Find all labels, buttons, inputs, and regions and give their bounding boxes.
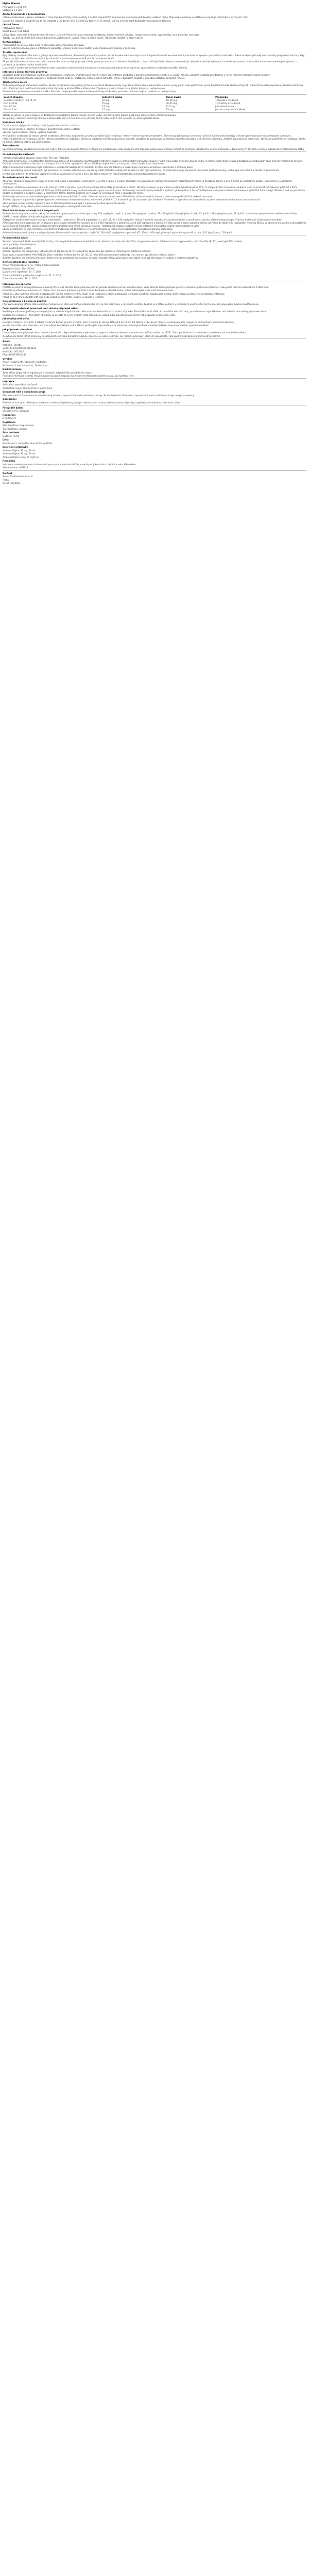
section-heading: Předklinické údaje vztahující se k bezpečnosti [3,209,59,212]
paragraph: Zlepšení mukociliární clearance bylo prokázáno v klinicko-farmakologických studiích. Zvýšení sekrece tekutiny a mukociliární clearance usnadňuje vykašlávání a zmírňuje kašel. [3,165,193,168]
paragraph: Souběžné podávání ambroxolu s antibiotiky (amoxicilin, cefuroxim, erythromycin) vede k vyšším koncentracím antibiotik v bronchopulmonálním sekretu a ve sputu. Klinicky významné nežádoucí interakce s jinými léčivými přípravky nebyly hlášeny. [3,73,270,76]
paragraph: Mylan Hungary Kft., Komárom, Maďarsko [3,361,47,364]
section-heading: Interakce [3,380,14,383]
paragraph: Přečtěte si pozorně celou příbalovou informaci dříve, než začnete tento přípravek užívat, protože obsahuje pro Vás důležité údaje. Vždy užívejte tento přípravek přesně v souladu s příbalovou informací nebo podle pokynů svého lékaře či lékárníka. [3,286,269,289]
paragraph: Zvláštní populace: u pacientů s jaterní dysfunkcí je eliminace ambroxolu snížena, což vede k přibližně 1,3–2násobně vyšším plazmatickým hladinám. Vzhledem k vysokému terapeutickému rozmezí ambroxolu není úprava dávkování nutná. [3,198,261,201]
paragraph: Dospělí a mladiství od 14 let: 1 tableta 3x denně během prvních 2–3 dnů, poté 1 tableta 2x denně. Děti od 6 do 14 let: 1/2 tablety 2–3x denně. Tablety se užívají po jídle, zapíjejí se dostatečným množstvím tekutiny. [3,320,234,324]
table-cell: 1/2 tablety 2–3x denně [215,102,241,105]
section-divider [3,378,306,379]
section-divider [3,151,306,152]
table-cell: Děti do 2 let [4,108,17,111]
table-cell: 7,5 mg [101,105,110,108]
section-heading: Registrace [3,420,16,423]
section-heading: Jak přípravek uchovávat [3,328,32,331]
paragraph: Stav registrace: registrovaný [3,424,34,427]
table-row [3,108,306,111]
paragraph: Čtyřtýdenní studie intravenózní toxicity s ambroxolem u potkanů (4, 16 a 64 mg/kg/den) a u psů (45, 90 a 120 mg/kg/den (infuze 3 h/den)) neprokázaly závažnou lokální a systémovou toxicitu včetně histopatologie. Všechny nežádoucí účinky byly reverzibilní. [3,218,282,221]
table-cell: 15 mg [166,108,173,111]
dosage-table [3,96,306,111]
paragraph: Upozornění a opatření: Před užitím přípravku se poraďte se svým lékařem nebo lékárníkem, pokud máte poruchu funkce ledvin nebo závažné onemocnění jater. [3,313,176,316]
paragraph: Potahované tablety [3,26,24,29]
table-cell: 22,5 mg [166,105,175,108]
paragraph: Zvláštní opatření pro uchovávání: uchovávejte při teplotě do 25 °C v původním obalu, aby byl přípravek chráněn před světlem a vlhkostí. [3,250,151,253]
table-cell: 60–90 mg [166,98,177,101]
table-cell: Děti 2–5 let [4,105,16,108]
table-cell: 1 tableta 2–3x denně [215,98,238,101]
section-heading: Léková forma [3,23,20,26]
section-heading: Další informace [3,368,22,371]
paragraph: Není známo: anafylaktické reakce včetně anafylaktického šoku, angioedém, pruritus, závažné kožní nežádoucí reakce (včetně erythema multiforme, Stevensova-Johnsonova syndromu / toxické epidermální nekrolýzy a akutní generalizované exantematózní pustulózy). [3,134,291,137]
paragraph: Zvláštní opatření pro likvidaci přípravku: žádné zvláštní požadavky na likvidaci. Veškerý nepoužitý léčivý přípravek nebo odpad musí být zlikvidován v souladu s místními požadavky. [3,257,199,260]
paragraph: Česká republika [3,482,20,485]
paragraph: Složení: 1 x 1 Sklo [3,9,23,12]
paragraph: Mylan Pharmaceuticals s.r.o., Praha, Česká republika [3,264,60,267]
paragraph: Obrázek není k dispozici. [3,410,30,413]
paragraph: U pacientů s oslabeným kašlacím reflexem nebo s poruchou mukociliárního transportu je nutno podávat přípravek se zvýšenou opatrností pro možnost hromadění sekretu. [3,66,188,70]
paragraph: Podrobné informace o tomto léčivém přípravku jsou k dispozici na webových stránkách Státního ústavu pro kontrolu léčiv. [3,375,134,378]
paragraph: Ambroxol Mylan 30 mg, 50 tbl. [3,452,36,455]
paragraph: Neužívejte přípravek, jestliže jste alergický(á) na ambroxol-hydrochlorid nebo na kteroukoli další složku tohoto přípravku. Pokud Vám lékař sdělil, že nesnášíte některé cukry, poraďte se se svým lékařem, než začnete tento léčivý přípravek užívat. [3,310,268,313]
table-header-cell: Věková skupina [4,95,23,98]
section-divider [3,470,306,471]
table-header-cell: Denní dávka [166,95,181,98]
section-heading: Interakce s jinými léčivými přípravky [3,70,48,73]
paragraph: Méně časté: zvracení, průjem, dyspepsie, bolest břicha, sucho v ústech. [3,127,81,130]
paragraph: Tablety jsou bílé až téměř bílé, kulaté, bikonvexní, potahované, s půlicí rýhou na jedné straně. Tabletu lze rozdělit na stejné dávky. [3,37,144,40]
paragraph: Praha [3,478,9,481]
paragraph: Seznam pomocných látek: monohydrát laktózy, mikrokrystalická celulóza, kukuřičný škrob, koloidní bezvodý oxid křemičitý, magnesium-stearát. Potahová vrstva: hypromelóza, oxid titaničitý (E171), makrogol 400, mastek. [3,240,243,243]
table-header-cell: Jednotlivá dávka [101,95,123,98]
table-cell: jiná léková forma [215,105,234,108]
paragraph: Nevyhazujte žádné léčivé přípravky do odpadních vod nebo domácího odpadu. Zeptejte se svého lékárníka, jak naložit s přípravky, které již nepoužíváte. Tato opatření pomáhají chránit životní prostředí. [3,334,221,337]
paragraph: Datum první registrace: 14. 7. 2004 [3,270,42,274]
paragraph: Doba použitelnosti: 3 roky. [3,246,31,249]
paragraph: Léčba je indikována u akutní, subakutní a chronické bronchitidy, bronchiolitidy a dalších respiračních onemocnění doprovázených tvorbou vazkého hlenu. Přípravek usnadňuje vykašlávání a zlepšuje průchodnost dýchacích cest. [3,16,248,19]
paragraph: Časté: nauzea, dysgeuzie (změny chuti), hypestezie v ústech a v hltanu. [3,124,81,127]
paragraph: Přípravek: 1 x 100 mg [3,5,27,8]
section-divider [3,94,306,95]
paragraph: Při poruše funkce ledvin nebo závažném onemocnění jater smí být přípravek užíván pouze po konzultaci s lékařem. Stejně jako u jiných léčivých látek, které se metabolizují v játrech a vylučují ledvinami, lze očekávat kumulaci metabolitů ambroxolu vytvořených v játrech u pacientů se závažnou renální insuficiencí. [3,60,297,66]
paragraph: Přecitlivělost na léčivou látku nebo na kteroukoli pomocnou látku přípravku. [3,44,85,46]
paragraph: Vzácné dědičné poruchy, jako je intolerance galaktózy, vrozený nedostatek laktázy nebo malabsorpce glukózy a galaktózy. [3,47,136,50]
section-heading: Těhotenství a kojení [3,80,27,83]
section-heading: Zvláštní upozornění [3,50,27,54]
paragraph: Ambroxol nevykazoval žádný tumorigenní potenciál ve studiích kancerogenity u myší (50, 200 a 800 mg/kg/den) a potkanů (65, 250 a 1 000 mg/kg/den) při podávání v potravě po dobu 105 týdnů, resp. 116 týdnů. [3,231,233,234]
paragraph: Hlášení podezření na nežádoucí účinky: Hlášení podezření na nežádoucí účinky po registraci léčivého přípravku je důležité. Umožňuje to pokračovat ve sledování poměru přínosů a rizik léčivého přípravku. Žádáme zdravotnické pracovníky, aby hlásili podezření na nežádoucí účinky na adresu Státního ústavu pro kontrolu léčiv. [3,138,306,143]
paragraph: Aktualizováno: 05/2021 [3,466,28,469]
paragraph: Ambroxol je eliminován s terminálním poločasem eliminace přibližně 10 hodin. Celková clearance je v rozmezí 660 ml/min, přičemž renální clearance představuje přibližně 8 % celkové clearance. [3,195,213,198]
paragraph: Datum posledního prodloužení registrace: 22. 1. 2014 [3,274,61,277]
section-heading: Nežádoucí účinky [3,121,24,124]
paragraph: Ponechte si příbalovou informaci pro případ, že si ji budete potřebovat přečíst znovu. Požádejte svého lékárníka, pokud potřebujete další informace nebo radu. [3,289,174,292]
paragraph: Ambroxol nebyl embryotoxický ani teratogenní při testování perorálními dávkami až do 3 000 mg/kg/den u potkanů a až do 200 mg/kg/den u králíků. Fertilita samců a samic potkanů nebyla ovlivněna do dávky 500 mg/kg/den. Hodnota NOAEL ve studii perinatálního a postnatálního vývoje byla 50 mg/kg/den. Dávka ambroxolu 500 mg/kg/den byla mírně toxická pro matky i mláďata, jak ukázalo opožděné zvýšení tělesné hmotnosti a snížení počtu mláďat ve vrhu. [3,222,306,227]
section-heading: Předávkování [3,144,20,147]
paragraph: 0 hodnocení [3,417,16,420]
paragraph: Byly hlášeny závažné kožní reakce, jako je erythema multiforme, Stevensův-Johnsonův syndrom, toxická epidermální nekrolýza a akutní generalizovaná exantematózní pustulóza ve spojení s podáváním ambroxolu. Pokud se objeví příznaky nebo známky progresivní kožní vyrážky, často s puchýři nebo slizničními lézemi, je nutné léčbu ambroxolem okamžitě ukončit a vyhledat lékaře. [3,54,305,60]
table-cell: 15 mg [101,102,109,105]
paragraph: Mylan Pharmaceuticals s.r.o. [3,475,33,478]
section-divider [3,338,306,339]
paragraph: Vzácné: hypersenzitivní reakce, vyrážka, kopřivka. [3,131,58,134]
document-body [0,0,309,487]
section-heading: Cena [3,438,9,442]
section-heading: Poznámka [3,460,15,463]
paragraph: Ambroxol Mylan 30 mg, 20 tbl. [3,449,36,452]
paragraph: Pokud se u Vás vyskytne kterýkoli z nežádoucích účinků, sdělte to svému lékaři nebo lékárníkovi. Stejně postupujte v případě jakýchkoli nežádoucích účinků, které nejsou uvedeny v této příbalové informaci. [3,292,225,295]
section-heading: Upozornění [3,398,16,401]
paragraph: Přípravek obsahuje léčivou látku ambroxol-hydrochlorid, která usnadňuje odkašlávání tím, že ředí vazký hlen v dýchacích cestách. Používá se k léčbě akutních a chronických onemocnění dýchacích cest spojených s tvorbou hustého hlenu. [3,303,260,306]
paragraph: Pacienti se vzácnými dědičnými problémy s intolerancí galaktózy, úplným nedostatkem laktázy nebo malabsorpcí glukózy a galaktózy nemají tento přípravek užívat. [3,401,181,404]
paragraph: Obsah balení: 100 tablet [3,30,29,33]
section-heading: Balení [3,340,10,343]
paragraph: In vitro bylo zjištěno, že ambroxol významně snižuje uvolňování cytokinů z krve, ale také z tkáňových mononukleárních a polymorfonukleárních buněk. [3,172,166,175]
section-heading: Hodnocení [3,413,15,416]
section-heading: Držitel rozhodnutí o registraci [3,260,40,263]
section-heading: Stav dodávek [3,431,20,434]
paragraph: Dávkování: dospělí a mladiství od 14 let 1 tableta 2–3x denně; děti 6–14 let 1/2 tablety 2–3x denně. Tabletu je třeba zapít dostatečným množstvím tekutiny. [3,19,171,22]
paragraph: Distribuce: distribuce ambroxolu z krve do tkání je rychlá a výrazná, nejvyšší koncentrace léčivé látky je dosaženo v plicích. Distribuční objem po perorálním podání byl odhadnut na 552 l. V terapeutickém rozmezí se ambroxol váže na plazmatické bílkoviny přibližně z 90 %. [3,185,298,189]
paragraph: Věk a pohlaví nemají klinicky významný vliv na farmakokinetiku ambroxolu, a proto není nutná úprava dávkování. [3,201,126,205]
paragraph: Registrační číslo: 52/412/04-C [3,267,35,270]
paragraph: Datum revize textu: 18. 5. 2021 [3,277,38,280]
section-heading: Co je přípravek a k čemu se používá [3,299,47,302]
paragraph: Biotransformace a eliminace: přibližně 30 % perorálně podané dávky je eliminováno first-pass metabolismem. Ambroxol je metabolizován především v játrech glukuronidací a částečně štěpením na kyselinu dibromanthranilovou (přibližně 10 % dávky). Během 3 dnů po perorálním podání se přibližně 6 % dávky vyloučí v nezměněné formě, zatímco přibližně 26 % dávky je vylučováno močí v konjugované formě. [3,189,305,195]
section-heading: Schopnost řídit a obsluhovat stroje [3,391,46,394]
section-heading: Fotografie balení [3,406,24,409]
paragraph: Studie genotoxicity in vitro (Amesův test a test chromozomových aberací) a in vivo (mikronukleový test u myši) neprokázaly mutagenní potenciál ambroxolu. [3,228,173,231]
paragraph: Pokud se do 5 dnů nebudete cítit lépe nebo pokud se Vám přitíží, musíte se poradit s lékařem. [3,296,105,299]
paragraph: Léčivá látka: ambroxoli hydrochloridum 30 mg v 1 tabletě. Pomocné látky: monohydrát laktózy, mikrokrystalická celulóza, magnesium-stearát, hypromelóza, oxid titaničitý, makrogol. [3,33,200,36]
paragraph: Farmakoterapeutická skupina: mukolytika. ATC kód: R05CB06. [3,156,70,159]
paragraph: Tablety se užívají po jídle a zapíjejí se dostatečným množstvím tekutiny (např. sklenicí vody). Zvýšený příjem tekutin podporuje sekretolytický účinek ambroxolu. [3,113,177,116]
paragraph: Krabička: 100 tbl. [3,343,22,346]
paragraph: Informace uvedené na této stránce slouží pouze pro informativní účely a nenahrazují konzultaci s lékařem nebo lékárníkem. [3,463,136,466]
paragraph: Ambroxol se vylučuje do mateřského mléka. Přestože u kojených dětí nejsou nežádoucí účinky očekávány, podávání přípravku kojícím matkám se nedoporučuje. [3,90,177,93]
paragraph: Dodáván na trh [3,434,20,437]
paragraph: Není hrazen z veřejného zdravotního pojištění [3,442,53,445]
table-cell: Dospělí a mladiství nad 14 let [4,98,36,101]
paragraph: Ambroxol nemá být podáván současně s antitusiky (např. kodein), protože by mohlo dojít k hromadění hlenu v dýchacích cestách v důsledku potlačení kašlacího reflexu. [3,77,185,80]
paragraph: Přípravek nemá žádný nebo má zanedbatelný vliv na schopnost řídit nebo obsluhovat stroje. Studie hodnotící účinky na schopnost řídit nebo obsluhovat stroje nebyly provedeny. [3,394,195,397]
paragraph: Ambroxol, benzylamin, je metabolitem bromhexinu. Liší se od bromhexinu nepřítomností methylové skupiny a přítomností hydroxylové skupiny v para-trans pozici cyklohexylového kruhu. V preklinických studiích bylo prokázáno, že ambroxol zvyšuje sekreci v dýchacích cestách. Zvyšuje tvorbu plicního surfaktantu a stimuluje ciliární aktivitu. Výsledkem těchto účinků je zlepšení toku a transportu hlenu (mukociliární clearance). [3,160,303,165]
table-header-cell: Poznámka [215,95,228,98]
paragraph: Typ registrace: národní [3,427,28,430]
paragraph: Uchovávejte tento přípravek mimo dohled a dosah dětí. Nepoužívejte tento přípravek po uplynutí doby použitelnosti uvedené na krabičce a blistru za „EXP“. Doba použitelnosti se vztahuje k poslednímu dni uvedeného měsíce. [3,331,247,334]
paragraph: EAN: 8594739012345 [3,353,27,357]
paragraph: Ambroxol má nízký index akutní toxicity. Ve studiích s opakovaným podáním byly dávky 150 mg/kg/den (myš, 4 týdny), 50 mg/kg/den (potkan, 52 a 78 týdnů), 40 mg/kg/den (králík, 26 týdnů) a 10 mg/kg/den (pes, 52 týdnů) dávkami bez pozorovaného nežádoucího účinku (NOAEL). Nebyl zjištěn žádný toxikologický cílový orgán. [3,212,297,218]
paragraph: Antibiotika: zvýšení koncentrace v plicní tkáni. [3,386,53,389]
section-heading: Jak se přípravek užívá [3,317,30,320]
paragraph: Nebylo zjištěno, že by příjem potravy ovlivňoval biologickou dostupnost ambroxolu. [3,205,93,208]
table-cell: 30 mg [101,98,109,101]
table-cell: 7,5 mg [101,108,110,111]
table-cell: Děti 6–14 let [4,102,18,105]
section-heading: Kontraindikace [3,40,21,43]
section-heading: Mylan Pharma [3,2,20,5]
paragraph: Druh obalu a obsah balení: PVC/PVDC/Al blistr, krabička. Velikost balení: 20, 30, 50 nebo 100 potahovaných tablet. Na trhu nemusí být všechny velikosti balení. [3,253,176,256]
paragraph: Ambroxol prostupuje placentární bariérou. Studie na zvířatech neprokázaly přímé ani nepřímé škodlivé účinky na průběh těhotenství, embryonální a fetální vývoj, porod nebo postnatální vývoj. Rozsáhlé klinické zkušenosti po 28. týdnu těhotenství neprokázaly škodlivé účinky na plod. Přesto je třeba dodržovat obvyklá opatření týkající se užívání léčiv v těhotenství. Zejména v prvním trimestru se užívání přípravku nedoporučuje. [3,84,303,90]
paragraph: Jestliže jste užil(a) více přípravku, než jste měl(a): kontaktujte svého lékaře. Jestliže jste zapomněl(a) užít přípravek, nezdvojnásobujte následující dávku, abyste nahradil(a) vynechanou dávku. [3,324,210,327]
paragraph: McDermott Laboratories Ltd., Dublin, Irsko [3,364,48,367]
section-heading: Farmakokinetické vlastnosti [3,176,37,179]
section-heading: Farmakologické vlastnosti [3,153,35,156]
section-divider [3,112,306,113]
paragraph: Kód SÚKL: 0012345 [3,350,24,353]
section-heading: Informace pro pacienta [3,282,31,285]
paragraph: Tento léčivý přípravek je registrován v členských státech EHP pod odlišnými názvy. [3,371,92,374]
paragraph: Výdej: bez lékařského předpisu [3,347,37,350]
paragraph: Bez porady s lékařem nemá být přípravek užíván déle než 4–5 dnů. Pokud se příznaky zhorší nebo se do 5 dnů nezlepší, je nutné vyhledat lékaře. [3,117,160,120]
paragraph: Antitusika: nepodávat současně. [3,383,38,386]
paragraph: Inkompatibility: neuplatňuje se. [3,243,37,246]
section-heading: Výrobce [3,357,13,360]
paragraph: Lokální anestetický účinek ambroxolu byl pozorován na modelu králičího oka, což lze vysvětlit blokádou sodíkových kanálů. In vitro bylo prokázáno, že ambroxol blokuje klonované neuronální sodíkové kanály; vazba byla reverzibilní a závislá na koncentraci. [3,169,280,172]
section-heading: Akutní bronchitida a bronchiolitida [3,12,45,15]
paragraph: Absorpce: absorpce perorálních lékových forem ambroxolu s okamžitým uvolňováním je rychlá a úplná, s lineární závislostí v terapeutickém rozmezí. Maximálních plazmatických hladin je dosaženo během 1 až 2,5 hodin po perorálním podání lékové formy s okamžitým uvolňováním. [3,179,293,185]
table-cell: 30–45 mg [166,102,177,105]
paragraph: Specifické příznaky předávkování u člověka nebyly hlášeny. Na základě hlášení o náhodném předávkování nebo chybném užití léku jsou pozorované příznaky shodné se známými nežádoucími účinky ambroxolu v doporučených dávkách a mohou vyžadovat symptomatickou léčbu. [3,147,305,150]
section-heading: Související přípravky [3,446,28,449]
section-heading: Čemu musíte věnovat pozornost, než začnete přípravek užívat [3,307,79,310]
paragraph: Ambroxol Mylan sirup 15 mg/5 ml [3,455,39,459]
table-cell: pouze na doporučení lékaře [215,108,246,111]
section-heading: Farmaceutické údaje [3,236,28,240]
section-heading: Kontakt [3,471,12,474]
